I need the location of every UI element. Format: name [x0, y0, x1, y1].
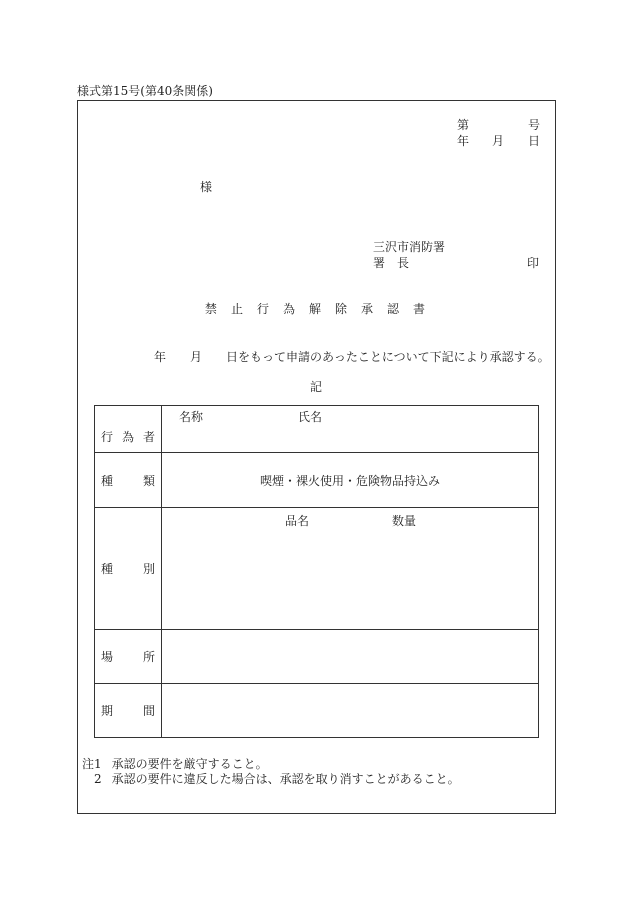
note-text: 承認の要件を厳守すること。 — [111, 757, 268, 771]
title-char: 止 — [230, 302, 243, 316]
addressee-suffix: 様 — [200, 180, 213, 194]
issuer-title-char: 長 — [397, 256, 410, 270]
person-name-label: 氏名 — [298, 410, 323, 424]
body-year: 年 — [154, 350, 167, 364]
quantity-label: 数量 — [392, 514, 417, 528]
row-place — [95, 630, 539, 684]
period-value-cell[interactable] — [162, 684, 539, 738]
title-char: 除 — [335, 302, 348, 316]
body-month: 月 — [190, 350, 203, 364]
title-char: 認 — [387, 302, 400, 316]
label-char: 期 — [101, 704, 114, 718]
label-category — [95, 508, 162, 630]
seal-mark: 印 — [527, 256, 540, 270]
label-place — [95, 630, 162, 684]
label-char: 種 — [101, 473, 114, 488]
date-year: 年 — [457, 134, 470, 148]
date-day: 日 — [528, 134, 541, 148]
label-char: 為 — [121, 429, 134, 444]
title-char: 承 — [361, 302, 374, 316]
form-label: 様式第15号(第40条関係) — [77, 84, 213, 98]
issuer-title-char: 署 — [373, 256, 386, 270]
item-name-label: 品名 — [285, 514, 310, 528]
label-char: 別 — [142, 562, 155, 576]
label-char: 行 — [101, 429, 114, 444]
category-value-cell[interactable] — [162, 508, 539, 630]
row-type — [95, 453, 539, 508]
label-actor — [95, 406, 162, 453]
note-2 — [94, 772, 460, 786]
ki-mark: 記 — [310, 380, 323, 394]
document-title — [0, 302, 630, 316]
label-char: 間 — [142, 704, 155, 718]
note-1 — [82, 757, 268, 771]
row-period — [95, 684, 539, 738]
issuer-office: 三沢市消防署 — [373, 240, 446, 254]
title-char: 為 — [282, 302, 295, 316]
title-char: 解 — [308, 302, 321, 316]
label-char: 場 — [101, 650, 114, 664]
label-char: 類 — [142, 473, 155, 488]
row-category — [95, 508, 539, 630]
issuer-title — [373, 256, 409, 270]
title-char: 書 — [413, 302, 426, 316]
label-period — [95, 684, 162, 738]
type-value: 喫煙・裸火使用・危険物品持込み — [162, 453, 539, 508]
label-char: 者 — [142, 429, 155, 444]
note-number: 注1 — [82, 757, 102, 771]
number-prefix: 第 — [457, 118, 470, 132]
label-char: 種 — [101, 562, 114, 576]
title-char: 行 — [256, 302, 269, 316]
date-month: 月 — [492, 134, 505, 148]
note-number: 2 — [94, 772, 102, 786]
place-value-cell[interactable] — [162, 630, 539, 684]
body-text: 日をもって申請のあったことについて下記により承認する。 — [226, 350, 550, 364]
label-char: 所 — [142, 650, 155, 664]
title-char: 禁 — [204, 302, 217, 316]
details-table — [94, 405, 539, 738]
row-actor — [95, 406, 539, 453]
name-label: 名称 — [179, 410, 204, 424]
number-suffix: 号 — [528, 118, 541, 132]
note-text: 承認の要件に違反した場合は、承認を取り消すことがあること。 — [111, 772, 460, 786]
label-type — [95, 453, 162, 508]
actor-value-cell[interactable] — [162, 406, 539, 453]
